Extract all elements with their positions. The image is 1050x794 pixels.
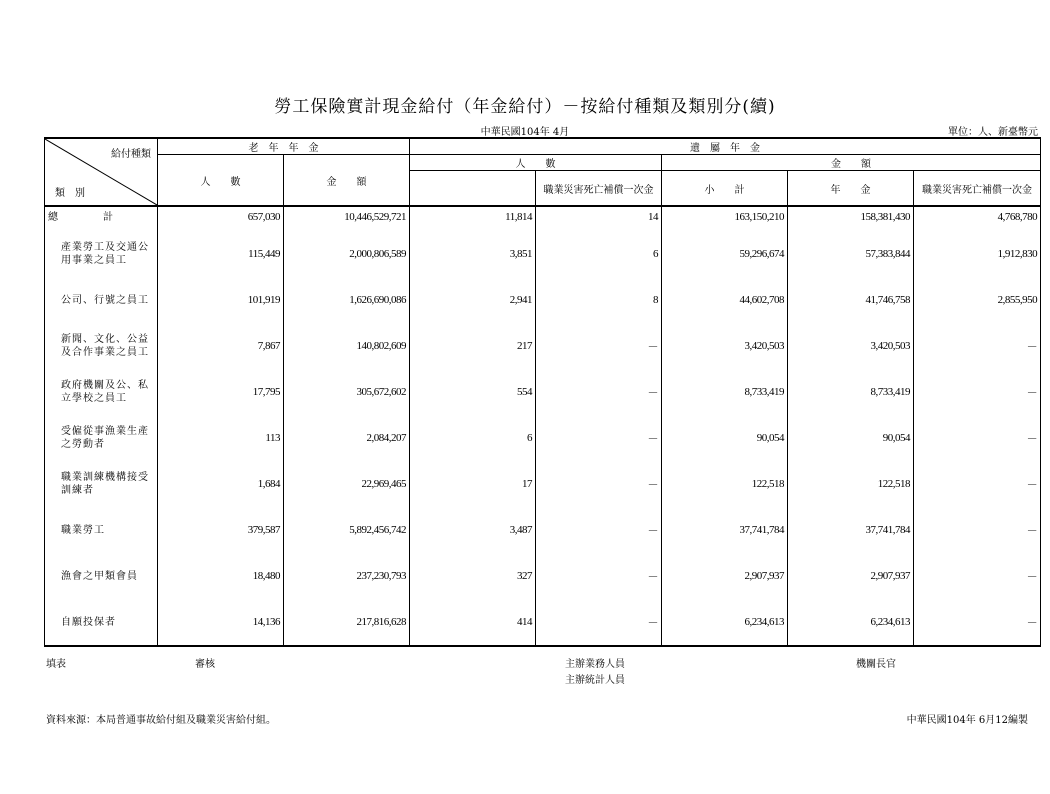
cell: 90,054 — [788, 415, 914, 461]
table-row — [45, 553, 1041, 599]
cell: 18,480 — [158, 553, 284, 599]
row-label: 漁會之甲類會員 — [45, 553, 158, 599]
cell: 115,449 — [158, 231, 284, 277]
cell: 3,851 — [410, 231, 536, 277]
header-old-age: 老 年 年 金 — [158, 138, 410, 155]
cell: 305,672,602 — [284, 369, 410, 415]
cell: 2,084,207 — [284, 415, 410, 461]
cell: 113 — [158, 415, 284, 461]
table-row — [45, 415, 1041, 461]
cell: － — [914, 369, 1041, 415]
row-label: 總 計 — [45, 206, 158, 231]
header-amount: 金 額 — [662, 155, 1041, 171]
cell: 14,136 — [158, 599, 284, 646]
cell: 17,795 — [158, 369, 284, 415]
header-old-amount: 金 額 — [284, 155, 410, 207]
cell: 4,768,780 — [914, 206, 1041, 231]
cell: 57,383,844 — [788, 231, 914, 277]
cell: － — [536, 415, 662, 461]
cell: 17 — [410, 461, 536, 507]
cell: 1,626,690,086 — [284, 277, 410, 323]
row-label: 受僱從事漁業生產之勞動者 — [45, 415, 158, 461]
cell: 2,941 — [410, 277, 536, 323]
cell: 8,733,419 — [662, 369, 788, 415]
row-label: 職業勞工 — [45, 507, 158, 553]
cell: 3,420,503 — [662, 323, 788, 369]
cell: 5,892,456,742 — [284, 507, 410, 553]
cell: 7,867 — [158, 323, 284, 369]
header-persons-total — [410, 171, 536, 207]
cell: 6,234,613 — [662, 599, 788, 646]
row-label: 新聞、文化、公益及合作事業之員工 — [45, 323, 158, 369]
cell: － — [914, 415, 1041, 461]
header-occ-lump-persons: 職業災害死亡補償一次金 — [536, 171, 662, 207]
cell: 122,518 — [662, 461, 788, 507]
cell: 22,969,465 — [284, 461, 410, 507]
cell: － — [536, 599, 662, 646]
corner-bottom-label: 類 別 — [55, 188, 85, 199]
cell: 237,230,793 — [284, 553, 410, 599]
cell: 2,000,806,589 — [284, 231, 410, 277]
header-persons: 人 數 — [410, 155, 662, 171]
cell: － — [536, 461, 662, 507]
cell: 327 — [410, 553, 536, 599]
row-label: 公司、行號之員工 — [45, 277, 158, 323]
cell: － — [536, 553, 662, 599]
cell: 158,381,430 — [788, 206, 914, 231]
header-corner — [45, 138, 158, 206]
table-row — [45, 369, 1041, 415]
cell: 14 — [536, 206, 662, 231]
page-title: 勞工保險實計現金給付（年金給付）－按給付種類及類別分(續) — [274, 97, 776, 117]
cell: － — [914, 461, 1041, 507]
footer-source: 資料來源：本局普通事故給付組及職業災害給付組。 — [46, 715, 276, 726]
footer-business: 主辦業務人員 — [565, 659, 625, 670]
footer-fill: 填表 — [46, 659, 66, 670]
cell: － — [536, 323, 662, 369]
header-occ-lump-amount: 職業災害死亡補償一次金 — [914, 171, 1041, 207]
cell: 217,816,628 — [284, 599, 410, 646]
cell: 90,054 — [662, 415, 788, 461]
cell: 59,296,674 — [662, 231, 788, 277]
cell: 6 — [536, 231, 662, 277]
corner-top-label: 給付種類 — [111, 149, 151, 160]
cell: 657,030 — [158, 206, 284, 231]
cell: 37,741,784 — [788, 507, 914, 553]
cell: 379,587 — [158, 507, 284, 553]
cell: － — [914, 507, 1041, 553]
report-period: 中華民國104年 4月 — [480, 127, 570, 138]
table-row — [45, 323, 1041, 369]
table-row — [45, 461, 1041, 507]
row-label: 職業訓練機構接受訓練者 — [45, 461, 158, 507]
table-row — [45, 231, 1041, 277]
cell: 41,746,758 — [788, 277, 914, 323]
cell: 101,919 — [158, 277, 284, 323]
cell: 1,684 — [158, 461, 284, 507]
cell: － — [536, 369, 662, 415]
cell: 2,907,937 — [662, 553, 788, 599]
table-row — [45, 599, 1041, 646]
cell: 554 — [410, 369, 536, 415]
cell: － — [914, 599, 1041, 646]
cell: 2,907,937 — [788, 553, 914, 599]
table-row — [45, 206, 1041, 231]
footer-date: 中華民國104年 6月12編製 — [906, 715, 1028, 726]
header-survivor: 遺 屬 年 金 — [410, 138, 1041, 155]
cell: 8,733,419 — [788, 369, 914, 415]
cell: 8 — [536, 277, 662, 323]
cell: － — [914, 323, 1041, 369]
cell: 140,802,609 — [284, 323, 410, 369]
cell: 6,234,613 — [788, 599, 914, 646]
cell: 122,518 — [788, 461, 914, 507]
row-label: 自願投保者 — [45, 599, 158, 646]
header-subtotal: 小 計 — [662, 171, 788, 207]
cell: 37,741,784 — [662, 507, 788, 553]
row-label: 政府機關及公、私立學校之員工 — [45, 369, 158, 415]
cell: 2,855,950 — [914, 277, 1041, 323]
cell: 3,420,503 — [788, 323, 914, 369]
footer-review: 審核 — [195, 659, 215, 670]
cell: 3,487 — [410, 507, 536, 553]
cell: 11,814 — [410, 206, 536, 231]
header-annuity: 年 金 — [788, 171, 914, 207]
unit-label: 單位：人、新臺幣元 — [948, 127, 1038, 138]
cell: 10,446,529,721 — [284, 206, 410, 231]
cell: 217 — [410, 323, 536, 369]
benefit-table — [44, 137, 1041, 647]
cell: 414 — [410, 599, 536, 646]
cell: － — [914, 553, 1041, 599]
cell: 44,602,708 — [662, 277, 788, 323]
footer-chief: 機關長官 — [856, 659, 896, 670]
cell: 6 — [410, 415, 536, 461]
header-old-persons: 人 數 — [158, 155, 284, 207]
cell: － — [536, 507, 662, 553]
row-label: 產業勞工及交通公用事業之員工 — [45, 231, 158, 277]
cell: 163,150,210 — [662, 206, 788, 231]
cell: 1,912,830 — [914, 231, 1041, 277]
footer-stats: 主辦統計人員 — [565, 675, 625, 686]
table-row — [45, 507, 1041, 553]
table-row — [45, 277, 1041, 323]
